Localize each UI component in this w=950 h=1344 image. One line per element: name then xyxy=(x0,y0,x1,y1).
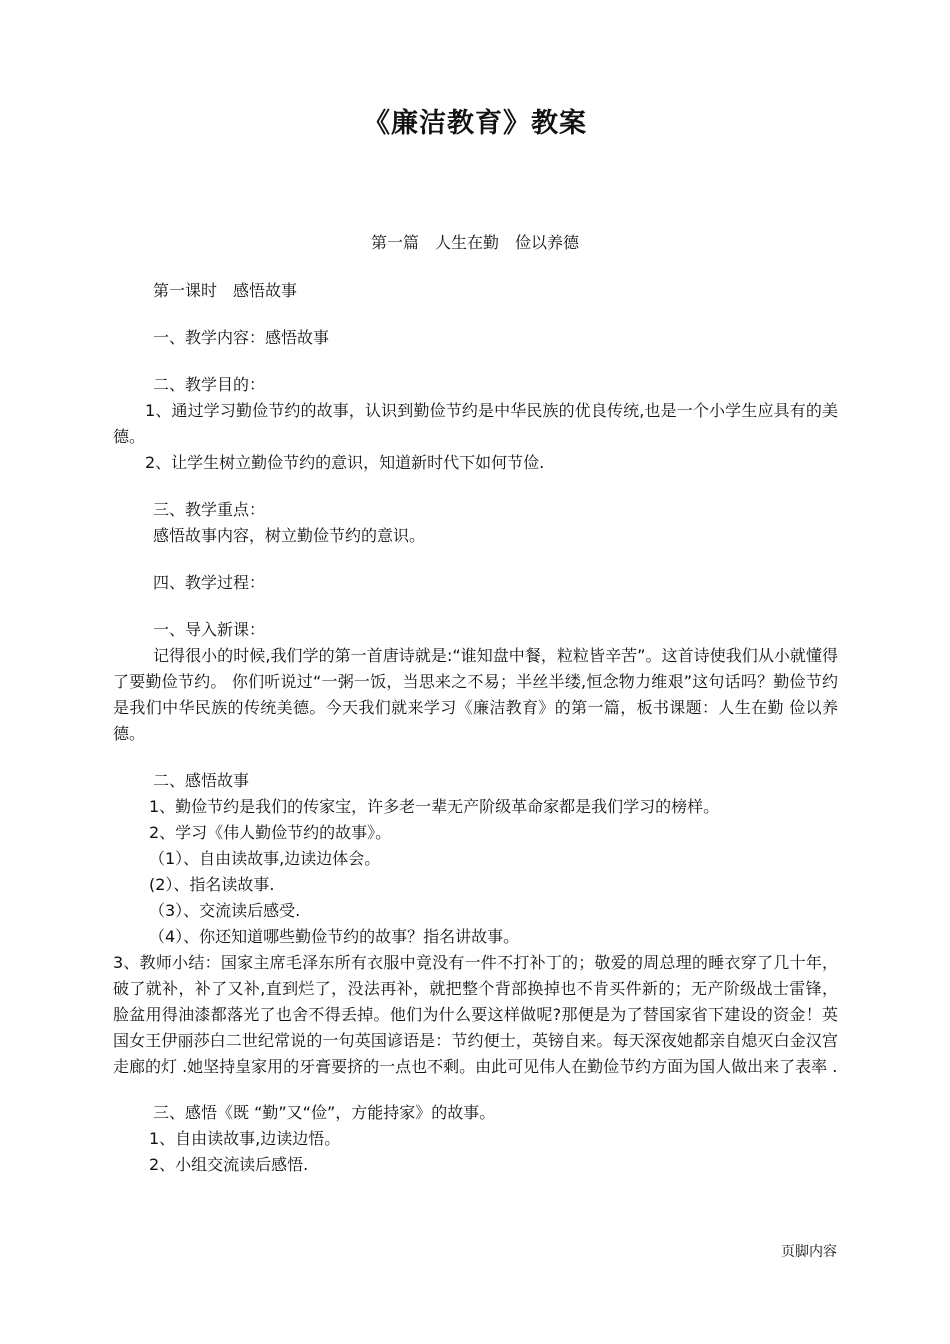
section-key-points-heading: 三、教学重点： xyxy=(153,500,266,519)
chapter-heading: 第一篇 人生在勤 俭以养德 xyxy=(370,233,579,252)
step-intro-heading: 一、导入新课： xyxy=(153,620,266,639)
section-teaching-process-heading: 四、教学过程： xyxy=(153,573,266,592)
document-title: 《廉洁教育》教案 xyxy=(363,108,587,139)
step-stories-sub-1: （1）、自由读故事,边读边体会。 xyxy=(149,849,381,868)
step-stories-sub-2: (2）、指名读故事. xyxy=(149,875,275,894)
key-point-text: 感悟故事内容，树立勤俭节约的意识。 xyxy=(153,526,426,545)
step-third-item-2: 2、小组交流读后感悟. xyxy=(149,1155,309,1174)
document-body xyxy=(113,278,838,1178)
step-stories-sub-3: （3）、交流读后感受. xyxy=(149,901,301,920)
lesson-heading: 第一课时 感悟故事 xyxy=(153,281,298,300)
step-stories-heading: 二、感悟故事 xyxy=(153,771,250,790)
step-stories-sub-4: （4）、你还知道哪些勤俭节约的故事？指名讲故事。 xyxy=(149,927,520,946)
intro-paragraph: 记得很小的时候,我们学的第一首唐诗就是:“谁知盘中餐，粒粒皆辛苦”。这首诗使我们从小就懂得了要勤俭节约。 你们听说过“一粥一饭，当思来之不易；半丝半缕,恒念物力维艰”这句话吗？勤俭节约是我们中华民族的传统美德。今天我们就来学习《廉洁教育》的第一篇，板书课题：人生在勤 俭以养德。 xyxy=(113,646,838,743)
step-stories-item-1: 1、勤俭节约是我们的传家宝，许多老一辈无产阶级革命家都是我们学习的榜样。 xyxy=(149,797,720,816)
teaching-goal-2: 2、让学生树立勤俭节约的意识，知道新时代下如何节俭. xyxy=(145,453,545,472)
step-third-item-1: 1、自由读故事,边读边悟。 xyxy=(149,1129,341,1148)
step-third-heading: 三、感悟《既 “勤”又“俭”，方能持家》的故事。 xyxy=(153,1103,496,1122)
step-stories-item-3: 3、教师小结：国家主席毛泽东所有衣服中竟没有一件不打补丁的；敬爱的周总理的睡衣穿了几十年，破了就补，补了又补,直到烂了，没法再补，就把整个背部换掉也不肯买件新的；无产阶级战士雷锋，脸盆用得油漆都落光了也舍不得丢掉。他们为什么要这样做呢?那便是为了替国家省下建设的资金！英国女王伊丽莎白二世纪常说的一句英国谚语是：节约便士，英镑自来。每天深夜她都亲自熄灭白金汉宫走廊的灯 .她坚持皇家用的牙膏要挤的一点也不剩。由此可见伟人在勤俭节约方面为国人做出来了表率 . xyxy=(113,953,838,1076)
section-teaching-content: 一、教学内容：感悟故事 xyxy=(153,328,330,347)
section-teaching-goals-heading: 二、教学目的： xyxy=(153,375,266,394)
step-stories-item-2: 2、学习《伟人勤俭节约的故事》。 xyxy=(149,823,392,842)
teaching-goal-1: 1、通过学习勤俭节约的故事，认识到勤俭节约是中华民族的优良传统,也是一个小学生应具有的美德。 xyxy=(113,401,838,446)
page-footer: 页脚内容 xyxy=(781,1244,837,1260)
